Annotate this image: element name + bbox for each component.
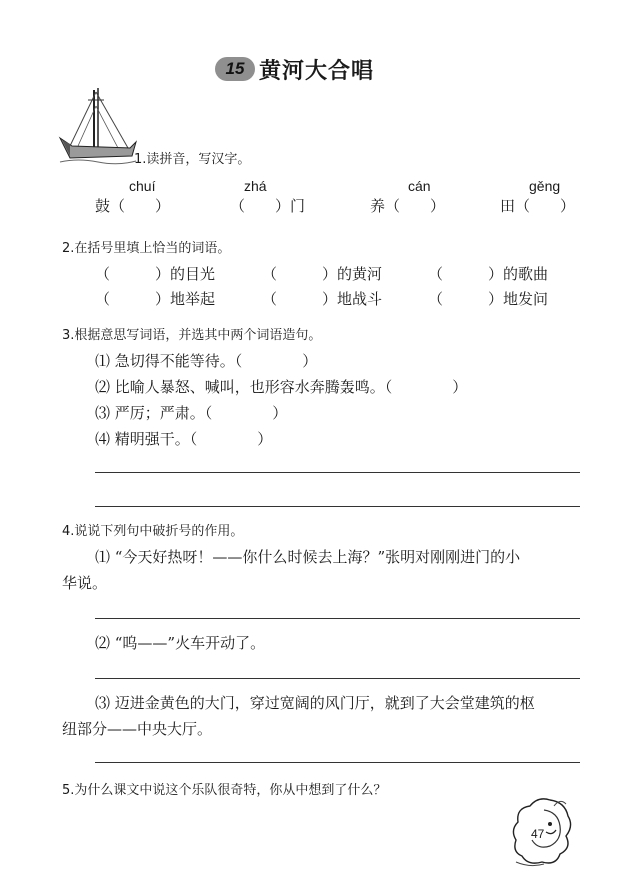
q2-r2-c1: （ ）地举起 — [95, 290, 216, 308]
pinyin-geng: gěng — [529, 178, 561, 194]
q1-item-2: （ ）门 — [230, 197, 306, 215]
answer-line[interactable] — [95, 506, 580, 507]
question-1-prompt: 1.读拼音，写汉字。 — [134, 152, 251, 167]
q3-item-2: ⑵ 比喻人暴怒、喊叫，也形容水奔腾轰鸣。（ ） — [95, 378, 468, 396]
q4-sentence-1-line-2: 华说。 — [62, 574, 108, 592]
question-2-prompt: 2.在括号里填上恰当的词语。 — [62, 241, 231, 256]
answer-line[interactable] — [95, 762, 580, 763]
q4-sentence-1-line-1: ⑴ “今天好热呀！——你什么时候去上海？”张明对刚刚进门的小 — [95, 548, 521, 566]
question-4-prompt: 4.说说下列句中破折号的作用。 — [62, 524, 244, 539]
pinyin-can: cán — [408, 178, 431, 194]
q4-sentence-3-line-1: ⑶ 迈进金黄色的大门，穿过宽阔的风门厅，就到了大会堂建筑的枢 — [95, 694, 535, 712]
answer-line[interactable] — [95, 472, 580, 473]
lesson-title — [215, 52, 374, 86]
pinyin-chui: chuí — [129, 178, 156, 194]
question-3-prompt: 3.根据意思写词语，并选其中两个词语造句。 — [62, 328, 322, 343]
q4-sentence-2: ⑵ “呜——”火车开动了。 — [95, 634, 266, 652]
q3-item-4: ⑷ 精明强干。（ ） — [95, 430, 273, 448]
q1-item-1: 鼓（ ） — [95, 197, 171, 215]
q3-item-1: ⑴ 急切得不能等待。（ ） — [95, 352, 318, 370]
lesson-number-badge: 15 — [215, 57, 255, 81]
q3-item-3: ⑶ 严厉；严肃。（ ） — [95, 404, 288, 422]
q4-sentence-3-line-2: 纽部分——中央大厅。 — [62, 720, 213, 738]
q1-item-3: 养（ ） — [370, 197, 446, 215]
page-title: 黄河大合唱 — [259, 58, 375, 84]
question-5-prompt: 5.为什么课文中说这个乐队很奇特，你从中想到了什么？ — [62, 783, 387, 798]
sailboat-illustration — [58, 86, 138, 166]
q2-r2-c3: （ ）地发问 — [428, 290, 549, 308]
q2-r1-c3: （ ）的歌曲 — [428, 265, 549, 283]
answer-line[interactable] — [95, 618, 580, 619]
q2-r2-c2: （ ）地战斗 — [262, 290, 383, 308]
q2-r1-c1: （ ）的目光 — [95, 265, 216, 283]
answer-line[interactable] — [95, 678, 580, 679]
page-number: 47 — [531, 827, 545, 841]
q2-r1-c2: （ ）的黄河 — [262, 265, 383, 283]
pinyin-zha: zhá — [244, 178, 267, 194]
q1-item-4: 田（ ） — [500, 197, 576, 215]
